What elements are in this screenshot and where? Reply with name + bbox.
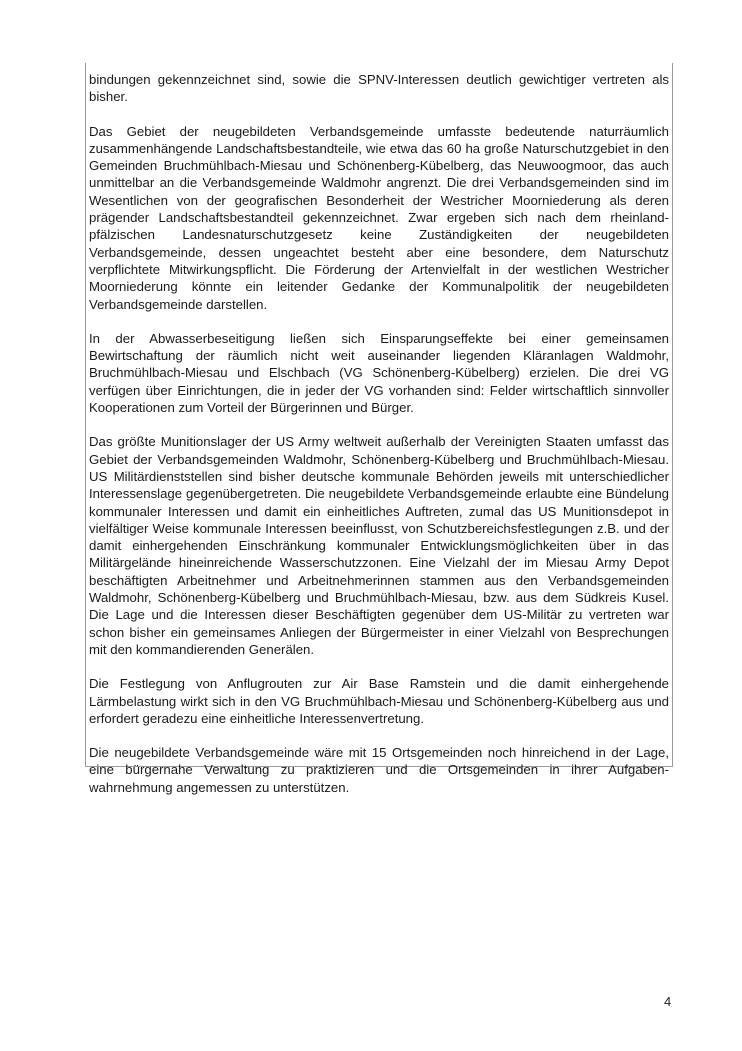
paragraph-sppnv-continuation: bindungen gekennzeichnet sind, sowie die SPNV-Interessen deutlich gewichtiger vertreten als bisher.: [89, 72, 669, 105]
paragraph-wastewater: In der Abwasserbeseitigung ließen sich Einsparungseffekte bei einer gemeinsamen Bewirtschaftung der räumlich nicht weit auseinander liegenden Kläranlagen Waldmohr, Bruchmühlbach-Miesau und Elschbach (VG Schönenberg-Kübelberg) erzielen. Die drei VG verfügen über Einrichtungen, die in jeder der VG vorhanden sind: Felder wirtschaftlich sinnvoller Kooperationen zum Vorteil der Bürgerinnen und Bürger.: [89, 330, 669, 416]
paragraph-us-army-depot: Das größte Munitionslager der US Army weltweit außerhalb der Vereinigten Staaten umfasst das Gebiet der Verbandsgemeinden Waldmohr, Schönenberg-Kübelberg und Bruchmühlbach-Miesau. US Militärdienststellen sind bisher deutsche kommunale Behörden jeweils mit unterschiedlicher Interessenslage gegenübergetreten. Die neugebildete Verbandsgemeinde erlaubte eine Bündelung kommunaler Interessen und damit ein einheitliches Auftreten, zumal das US Munitionsdepot in vielfältiger Weise kommunale Interessen beeinflusst, von Schutzbereichsfestlegungen z.B. und der damit einhergehenden Einschränkung kommunaler Entwicklungsmöglichkeiten über in das Militärgelände hineinreichende Wasserschutzzonen. Eine Vielzahl der im Miesau Army Depot beschäftigten Arbeitnehmer und Arbeitnehmerinnen stammen aus den Verbandsgemeinden Waldmohr, Schönenberg-Kübelberg und Bruchmühlbach-Miesau, bzw. aus dem Südkreis Kusel. Die Lage und die Interessen dieser Beschäftigten gegenüber dem US-Militär zu vertreten war schon bisher ein gemeinsames Anliegen der Bürgermeister in einer Vielzahl von Besprechungen mit den kommandierenden Generälen.: [89, 434, 669, 657]
page-number: 4: [664, 994, 672, 1009]
text-frame: [85, 63, 673, 795]
paragraph-local-municipalities: Die neugebildete Verbandsgemeinde wäre mit 15 Ortsgemeinden noch hinreichend in der Lage, eine bürgernahe Verwaltung zu praktizieren und die Ortsgemeinden in ihrer Aufgabenwahrnehmung angemessen zu unterstützen.: [89, 745, 669, 795]
paragraph-air-base-ramstein: Die Festlegung von Anflugrouten zur Air Base Ramstein und die damit einhergehende Lärmbelastung wirkt sich in den VG Bruchmühlbach-Miesau und Schönenberg-Kübelberg aus und erfordert geradezu eine einheitliche Interessenvertretung.: [89, 676, 669, 726]
paragraph-nature-conservation: Das Gebiet der neugebildeten Verbandsgemeinde umfasste bedeutende naturräumlich zusammenhängende Landschaftsbestandteile, wie etwa das 60 ha große Naturschutzgebiet in den Gemeinden Bruchmühlbach-Miesau und Schönenberg-Kübelberg, das Neuwoogmoor, das auch unmittelbar an die Verbandsgemeinde Waldmohr angrenzt. Die drei Verbandsgemeinden sind im Wesentlichen von der geografischen Besonderheit der Westricher Moorniederung als deren prägender Landschaftsbestandteil gekennzeichnet. Zwar ergeben sich nach dem rheinland-pfälzischen Landesnaturschutzgesetz keine Zuständigkeiten der neugebildeten Verbandsgemeinde, dessen ungeachtet besteht aber eine besondere, dem Naturschutz verpflichtete Mitwirkungspflicht. Die Förderung der Artenvielfalt in der westlichen Westricher Moorniederung könnte ein leitender Gedanke der Kommunalpolitik der neugebildeten Verbandsgemeinde darstellen.: [89, 123, 669, 312]
